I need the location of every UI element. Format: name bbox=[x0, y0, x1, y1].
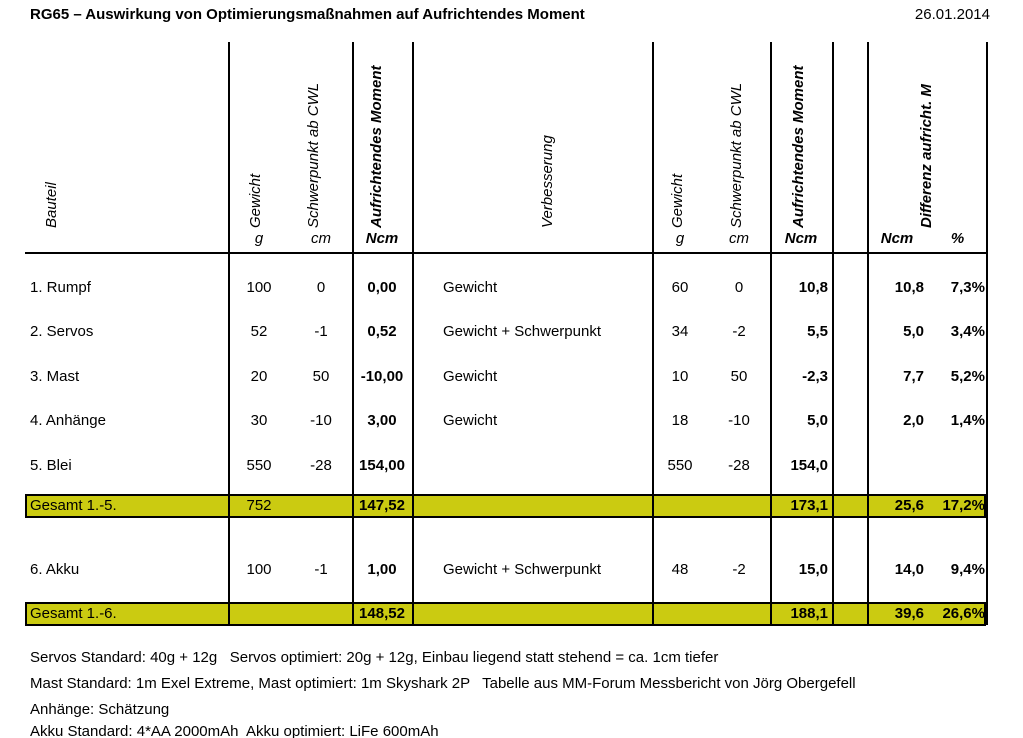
col-header-bauteil: Bauteil bbox=[43, 182, 60, 228]
cell-gewicht-std: 100 bbox=[246, 561, 272, 578]
cell-differenz-pct: 7,3% bbox=[950, 279, 985, 296]
cell-differenz-pct: 17,2% bbox=[942, 497, 985, 514]
cell-moment-std: 147,52 bbox=[359, 497, 405, 514]
header-underline bbox=[25, 252, 986, 254]
unit-g-opt: g bbox=[675, 230, 685, 247]
cell-differenz-ncm: 25,6 bbox=[894, 497, 924, 514]
cell-moment-std: 0,00 bbox=[367, 279, 397, 296]
cell-gewicht-opt: 550 bbox=[667, 457, 693, 474]
cell-differenz-ncm: 39,6 bbox=[894, 605, 924, 622]
cell-verbesserung: Gewicht bbox=[443, 412, 498, 429]
unit-differenz-pct: % bbox=[950, 230, 965, 247]
cell-schwerpunkt-std: -1 bbox=[314, 561, 328, 578]
cell-schwerpunkt-opt: -2 bbox=[732, 323, 746, 340]
col-header-schwerpunkt-std: Schwerpunkt ab CWL bbox=[305, 82, 322, 228]
cell-differenz-ncm: 5,0 bbox=[903, 323, 924, 340]
col-header-gewicht-std: Gewicht bbox=[247, 173, 264, 228]
cell-schwerpunkt-std: -10 bbox=[310, 412, 332, 429]
table-row-anhaenge bbox=[0, 411, 1023, 431]
note-servos: Servos Standard: 40g + 12g Servos optimiert: 20g + 12g, Einbau liegend statt stehend = ca. 1cm tiefer bbox=[30, 649, 719, 666]
note-anhaenge: Anhänge: Schätzung bbox=[30, 701, 170, 718]
note-mast: Mast Standard: 1m Exel Extreme, Mast optimiert: 1m Skyshark 2P Tabelle aus MM-Forum Messbericht von Jörg Obergefell bbox=[30, 675, 856, 692]
cell-gewicht-std: 52 bbox=[250, 323, 268, 340]
col-header-moment-std: Aufrichtendes Moment bbox=[368, 65, 385, 228]
cell-moment-opt: 5,0 bbox=[807, 412, 828, 429]
cell-schwerpunkt-std: -1 bbox=[314, 323, 328, 340]
cell-bauteil: 4. Anhänge bbox=[30, 412, 106, 429]
cell-gewicht-std: 752 bbox=[246, 497, 272, 514]
cell-differenz-ncm: 14,0 bbox=[894, 561, 924, 578]
cell-schwerpunkt-opt: -28 bbox=[728, 457, 750, 474]
table-row-rumpf bbox=[0, 278, 1023, 298]
cell-moment-std: 148,52 bbox=[359, 605, 405, 622]
cell-schwerpunkt-opt: -2 bbox=[732, 561, 746, 578]
cell-verbesserung: Gewicht + Schwerpunkt bbox=[443, 561, 601, 578]
cell-gewicht-std: 550 bbox=[246, 457, 272, 474]
cell-differenz-pct: 1,4% bbox=[950, 412, 985, 429]
col-header-moment-opt: Aufrichtendes Moment bbox=[790, 65, 807, 228]
cell-differenz-pct: 26,6% bbox=[942, 605, 985, 622]
cell-differenz-ncm: 7,7 bbox=[903, 368, 924, 385]
note-akku: Akku Standard: 4*AA 2000mAh Akku optimiert: LiFe 600mAh bbox=[30, 723, 439, 738]
cell-schwerpunkt-std: 0 bbox=[316, 279, 326, 296]
unit-ncm-opt: Ncm bbox=[784, 230, 818, 247]
cell-differenz-ncm: 2,0 bbox=[903, 412, 924, 429]
table-row-servos bbox=[0, 322, 1023, 342]
cell-verbesserung: Gewicht bbox=[443, 368, 498, 385]
cell-bauteil: 2. Servos bbox=[30, 323, 94, 340]
table-row-blei bbox=[0, 456, 1023, 476]
cell-moment-opt: -2,3 bbox=[802, 368, 828, 385]
cell-gewicht-opt: 34 bbox=[671, 323, 689, 340]
document-date: 26.01.2014 bbox=[914, 6, 990, 23]
cell-bauteil: Gesamt 1.-6. bbox=[30, 605, 117, 622]
unit-cm-opt: cm bbox=[729, 230, 749, 247]
cell-bauteil: Gesamt 1.-5. bbox=[30, 497, 117, 514]
table-row-akku bbox=[0, 560, 1023, 580]
unit-g-std: g bbox=[254, 230, 264, 247]
cell-schwerpunkt-opt: 0 bbox=[734, 279, 744, 296]
cell-bauteil: 3. Mast bbox=[30, 368, 80, 385]
cell-differenz-pct: 3,4% bbox=[950, 323, 985, 340]
cell-gewicht-std: 20 bbox=[250, 368, 268, 385]
page-title: RG65 – Auswirkung von Optimierungsmaßnahmen auf Aufrichtendes Moment bbox=[30, 6, 585, 23]
cell-verbesserung: Gewicht bbox=[443, 279, 498, 296]
cell-moment-opt: 188,1 bbox=[790, 605, 828, 622]
cell-bauteil: 5. Blei bbox=[30, 457, 72, 474]
cell-gewicht-opt: 60 bbox=[671, 279, 689, 296]
cell-bauteil: 1. Rumpf bbox=[30, 279, 91, 296]
col-header-schwerpunkt-opt: Schwerpunkt ab CWL bbox=[728, 82, 745, 228]
cell-moment-std: 154,00 bbox=[359, 457, 405, 474]
cell-moment-opt: 5,5 bbox=[807, 323, 828, 340]
cell-schwerpunkt-opt: 50 bbox=[730, 368, 748, 385]
cell-schwerpunkt-std: -28 bbox=[310, 457, 332, 474]
cell-gewicht-std: 30 bbox=[250, 412, 268, 429]
total-row-1-6 bbox=[0, 604, 1023, 624]
table-row-mast bbox=[0, 367, 1023, 387]
cell-moment-opt: 173,1 bbox=[790, 497, 828, 514]
cell-verbesserung: Gewicht + Schwerpunkt bbox=[443, 323, 601, 340]
cell-schwerpunkt-std: 50 bbox=[312, 368, 330, 385]
unit-ncm-std: Ncm bbox=[365, 230, 399, 247]
total-row-1-5 bbox=[0, 496, 1023, 516]
cell-differenz-pct: 5,2% bbox=[950, 368, 985, 385]
cell-gewicht-opt: 10 bbox=[671, 368, 689, 385]
cell-moment-opt: 15,0 bbox=[798, 561, 828, 578]
unit-cm-std: cm bbox=[311, 230, 331, 247]
cell-moment-opt: 10,8 bbox=[798, 279, 828, 296]
cell-moment-opt: 154,0 bbox=[790, 457, 828, 474]
col-header-differenz: Differenz aufricht. M bbox=[918, 84, 935, 228]
cell-moment-std: 0,52 bbox=[367, 323, 397, 340]
cell-moment-std: 3,00 bbox=[367, 412, 397, 429]
cell-gewicht-std: 100 bbox=[246, 279, 272, 296]
cell-bauteil: 6. Akku bbox=[30, 561, 80, 578]
cell-moment-std: 1,00 bbox=[367, 561, 397, 578]
cell-differenz-pct: 9,4% bbox=[950, 561, 985, 578]
cell-schwerpunkt-opt: -10 bbox=[728, 412, 750, 429]
col-header-verbesserung: Verbesserung bbox=[539, 135, 556, 228]
cell-gewicht-opt: 18 bbox=[671, 412, 689, 429]
col-header-gewicht-opt: Gewicht bbox=[669, 173, 686, 228]
cell-gewicht-opt: 48 bbox=[671, 561, 689, 578]
cell-differenz-ncm: 10,8 bbox=[894, 279, 924, 296]
unit-differenz-ncm: Ncm bbox=[880, 230, 914, 247]
cell-moment-std: -10,00 bbox=[360, 368, 404, 385]
